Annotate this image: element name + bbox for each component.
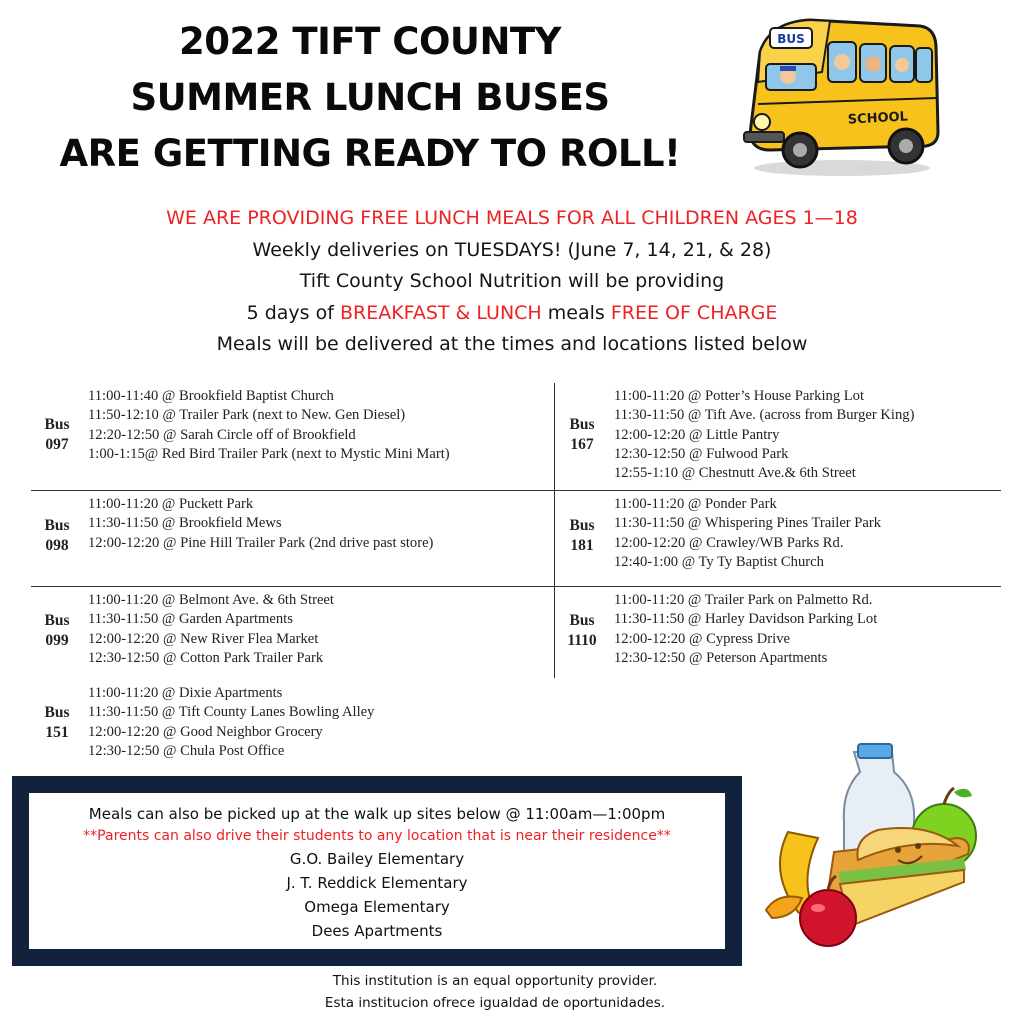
bus-1110-stops xyxy=(614,591,877,668)
footer xyxy=(200,970,790,1014)
delivery-note: Meals will be delivered at the times and locations listed below xyxy=(216,333,808,355)
stop-item: 11:30-11:50 @ Garden Apartments xyxy=(88,611,293,628)
stop-item: 11:30-11:50 @ Whispering Pines Trailer Park xyxy=(614,515,882,532)
stop-item: 12:55-1:10 @ Chestnutt Ave.& 6th Street xyxy=(614,465,856,482)
program-info xyxy=(0,203,1024,361)
stop-item: 12:30-12:50 @ Chula Post Office xyxy=(88,742,285,759)
bus-word: Bus xyxy=(569,612,595,629)
bus-word: Bus xyxy=(44,416,70,433)
stop-item: 12:00-12:20 @ Cypress Drive xyxy=(614,630,790,647)
equal-opportunity-es: Esta institucion ofrece igualdad de oportunidades. xyxy=(324,995,666,1011)
stop-item: 12:00-12:20 @ Crawley/WB Parks Rd. xyxy=(614,534,844,551)
title-line-1: 2022 TIFT COUNTY xyxy=(179,20,561,63)
bus-word: Bus xyxy=(569,416,595,433)
bus-number: 1110 xyxy=(567,632,597,649)
stop-item: 12:30-12:50 @ Peterson Apartments xyxy=(614,649,828,666)
provider-line: Tift County School Nutrition will be providing xyxy=(299,270,725,292)
bus-167-stops xyxy=(614,387,914,483)
stop-item: 12:20-12:50 @ Sarah Circle off of Brookfield xyxy=(88,426,356,443)
walk-up-sites-panel xyxy=(29,793,725,949)
walk-up-sites-box xyxy=(12,776,742,966)
bus-schedule-table xyxy=(31,383,1001,768)
bus-number: 151 xyxy=(45,724,69,741)
meals-offer-part-1: 5 days of xyxy=(246,301,340,324)
free-meals-headline: WE ARE PROVIDING FREE LUNCH MEALS FOR ALL CHILDREN AGES 1—18 xyxy=(166,207,858,229)
walk-up-site: Omega Elementary xyxy=(304,898,450,916)
bus-number: 097 xyxy=(45,436,69,453)
bus-side-text: SCHOOL xyxy=(847,109,909,128)
bus-098-label xyxy=(31,516,83,556)
free-of-charge-text: FREE OF CHARGE xyxy=(610,301,778,324)
stop-item: 12:00-12:20 @ Pine Hill Trailer Park (2nd drive past store) xyxy=(88,534,434,551)
bus-167-label xyxy=(556,415,608,455)
title-line-2: SUMMER LUNCH BUSES xyxy=(130,76,610,119)
bus-word: Bus xyxy=(44,704,70,721)
bus-1110-label xyxy=(556,611,608,651)
stop-item: 12:00-12:20 @ Good Neighbor Grocery xyxy=(88,723,323,740)
stop-item: 11:00-11:40 @ Brookfield Baptist Church xyxy=(88,388,334,404)
walk-up-site: G.O. Bailey Elementary xyxy=(289,850,465,868)
bus-097-stops xyxy=(88,387,450,464)
stop-item: 12:30-12:50 @ Cotton Park Trailer Park xyxy=(88,649,324,666)
bus-151-label xyxy=(31,703,83,743)
meals-offer-line xyxy=(0,298,1024,330)
bus-word: Bus xyxy=(569,517,595,534)
stop-item: 11:30-11:50 @ Brookfield Mews xyxy=(88,515,282,532)
bus-151-stops xyxy=(88,684,374,761)
breakfast-lunch-text: BREAKFAST & LUNCH xyxy=(339,301,542,324)
title-line-3: ARE GETTING READY TO ROLL! xyxy=(59,132,681,175)
stop-item: 11:50-12:10 @ Trailer Park (next to New. Gen Diesel) xyxy=(88,407,406,424)
stop-item: 11:00-11:20 @ Ponder Park xyxy=(614,496,777,512)
bus-181-stops xyxy=(614,495,881,572)
stop-item: 11:30-11:50 @ Tift Ave. (across from Burger King) xyxy=(614,407,915,424)
stop-item: 1:00-1:15@ Red Bird Trailer Park (next to Mystic Mini Mart) xyxy=(88,445,450,462)
delivery-dates: Weekly deliveries on TUESDAYS! (June 7, 14, 21, & 28) xyxy=(252,238,772,261)
stop-item: 11:30-11:50 @ Harley Davidson Parking Lot xyxy=(614,611,878,628)
stop-item: 11:00-11:20 @ Belmont Ave. & 6th Street xyxy=(88,592,334,608)
parent-drive-note: **Parents can also drive their students to any location that is near their residence** xyxy=(83,828,671,844)
bus-097-label xyxy=(31,415,83,455)
bus-098-stops xyxy=(88,495,433,553)
flyer-title xyxy=(20,14,720,182)
stop-item: 11:00-11:20 @ Trailer Park on Palmetto Rd. xyxy=(614,592,873,608)
bus-099-label xyxy=(31,611,83,651)
stop-item: 12:40-1:00 @ Ty Ty Baptist Church xyxy=(614,553,824,570)
bus-181-label xyxy=(556,516,608,556)
stop-item: 11:00-11:20 @ Potter’s House Parking Lot xyxy=(614,388,865,404)
equal-opportunity-en: This institution is an equal opportunity provider. xyxy=(332,973,658,989)
bus-sign-text: BUS xyxy=(777,32,805,46)
stop-item: 11:00-11:20 @ Dixie Apartments xyxy=(88,685,283,701)
row-divider xyxy=(31,586,1001,587)
school-bus-illustration xyxy=(730,12,950,182)
bus-number: 099 xyxy=(45,632,69,649)
walk-up-heading: Meals can also be picked up at the walk up sites below @ 11:00am—1:00pm xyxy=(88,805,666,823)
walk-up-site: Dees Apartments xyxy=(311,922,443,940)
bus-099-stops xyxy=(88,591,334,668)
column-divider xyxy=(554,383,555,678)
walk-up-site: J. T. Reddick Elementary xyxy=(286,874,468,892)
bus-number: 181 xyxy=(570,537,594,554)
bus-number: 098 xyxy=(45,537,69,554)
stop-item: 12:30-12:50 @ Fulwood Park xyxy=(614,445,789,462)
row-divider xyxy=(31,490,1001,491)
stop-item: 11:30-11:50 @ Tift County Lanes Bowling Alley xyxy=(88,704,375,721)
bus-number: 167 xyxy=(570,436,594,453)
bus-word: Bus xyxy=(44,612,70,629)
stop-item: 12:00-12:20 @ Little Pantry xyxy=(614,426,780,443)
stop-item: 11:00-11:20 @ Puckett Park xyxy=(88,496,254,512)
meals-offer-part-2: meals xyxy=(541,301,611,324)
bus-word: Bus xyxy=(44,517,70,534)
stop-item: 12:00-12:20 @ New River Flea Market xyxy=(88,630,319,647)
lunch-food-illustration xyxy=(758,742,998,952)
